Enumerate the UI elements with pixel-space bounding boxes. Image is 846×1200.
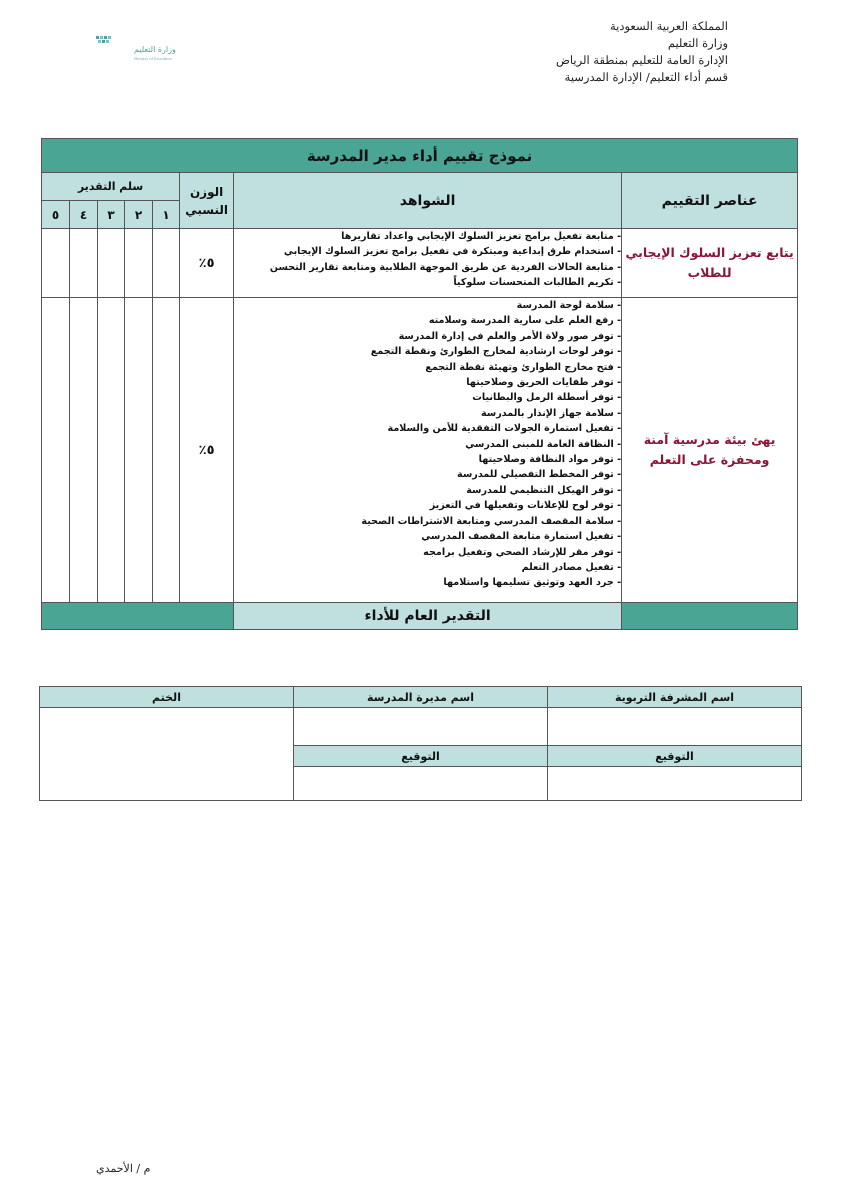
rating-cell-2[interactable]	[125, 298, 153, 603]
evidence-item: - تفعيل مصادر التعلم	[521, 561, 622, 573]
evidence-item: - سلامة لوحة المدرسة	[516, 300, 622, 311]
table-row	[42, 229, 798, 298]
scale-1: ١	[153, 201, 180, 229]
rating-cell-4[interactable]	[70, 298, 98, 603]
rating-cell-4[interactable]	[70, 229, 98, 298]
weight-value: ٥٪	[180, 298, 234, 603]
principal-signature-label: التوقيع	[294, 746, 548, 767]
overall-result-cell[interactable]	[42, 603, 234, 630]
overall-label: التقدير العام للأداء	[234, 603, 622, 630]
rating-cell-1[interactable]	[153, 229, 180, 298]
evidence-item: - تفعيل استمارة متابعة المقصف المدرسي	[421, 531, 622, 543]
logo-text: وزارة التعليم	[134, 45, 176, 54]
evidence-item: - توفر الهيكل التنظيمي للمدرسة	[466, 484, 622, 496]
evidence-item: - تكريم الطالبات المتحسنات سلوكياً	[453, 277, 622, 289]
evidence-list	[234, 229, 621, 291]
signature-table	[39, 686, 802, 801]
evidence-item: - متابعة تفعيل برامج تعزيز السلوك الإيجابي واعداد تقاريرها	[341, 231, 622, 242]
element-positive-behavior: يتابع تعزيز السلوك الإيجابي للطلاب	[622, 229, 798, 298]
rating-cell-5[interactable]	[42, 298, 70, 603]
evidence-item: - استخدام طرق إبداعية ومبتكرة في تفعيل برامج تعزيز السلوك الإيجابي	[283, 246, 622, 258]
scale-2: ٢	[125, 201, 153, 229]
evidence-item: - متابعة الحالات الفردية عن طريق الموجهة الطلابية ومتابعة تقارير التحسن	[269, 261, 622, 273]
principal-name-field[interactable]	[294, 708, 548, 746]
supervisor-signature-label: التوقيع	[548, 746, 802, 767]
evidence-list	[234, 298, 621, 591]
rating-cell-3[interactable]	[98, 298, 125, 603]
overall-blank	[622, 603, 798, 630]
evidence-item: - رفع العلم على سارية المدرسة وسلامته	[428, 315, 622, 327]
evidence-cell	[234, 229, 622, 298]
rating-cell-3[interactable]	[98, 229, 125, 298]
scale-4: ٤	[70, 201, 98, 229]
weight-value: ٥٪	[180, 229, 234, 298]
header-line-directorate: الإدارة العامة للتعليم بمنطقة الرياض	[556, 53, 728, 67]
stamp-label: الختم	[40, 687, 294, 708]
header-elements: عناصر التقييم	[622, 173, 798, 229]
evidence-item: - سلامة المقصف المدرسي ومتابعة الاشتراطات الصحية	[361, 515, 622, 527]
evidence-item: - تفعيل استمارة الجولات التفقدية للأمن والسلامة	[387, 423, 622, 435]
evaluation-table	[41, 138, 798, 630]
rating-cell-1[interactable]	[153, 298, 180, 603]
evidence-item: - النظافة العامة للمبنى المدرسي	[465, 438, 622, 450]
overall-row	[42, 603, 798, 630]
header-scale: سلم التقدير	[42, 173, 180, 201]
evidence-item: - جرد العهد وتوثيق تسليمها واستلامها	[443, 577, 622, 589]
header-line-department: قسم أداء التعليم/ الإدارة المدرسية	[564, 70, 728, 84]
logo-subtext: Ministry of Education	[134, 57, 172, 61]
header-line-ministry: وزارة التعليم	[667, 36, 728, 50]
letterhead	[468, 18, 728, 86]
evidence-item: - سلامة جهاز الإنذار بالمدرسة	[480, 407, 622, 419]
supervisor-name-field[interactable]	[548, 708, 802, 746]
evidence-item: - توفر مواد النظافة وصلاحيتها	[478, 454, 622, 466]
principal-name-label: اسم مديرة المدرسة	[294, 687, 548, 708]
principal-signature-field[interactable]	[294, 767, 548, 801]
supervisor-signature-field[interactable]	[548, 767, 802, 801]
evidence-item: - توفر مقر للإرشاد الصحي وتفعيل برامجه	[423, 546, 622, 558]
author-note: م / الأحمدي	[96, 1162, 151, 1175]
header-weight: الوزن النسبي	[180, 173, 234, 229]
form-title: نموذج تقييم أداء مدير المدرسة	[42, 139, 798, 173]
rating-cell-2[interactable]	[125, 229, 153, 298]
header-evidence: الشواهد	[234, 173, 622, 229]
evidence-item: - توفر صور ولاة الأمر والعلم في إدارة المدرسة	[398, 330, 622, 342]
evidence-item: - توفر طفايات الحريق وصلاحيتها	[466, 377, 622, 389]
evidence-item: - توفر المخطط التفصيلي للمدرسة	[457, 469, 622, 481]
element-safe-environment: يهئ بيئة مدرسية آمنة ومحفزة على التعلم	[622, 298, 798, 603]
supervisor-name-label: اسم المشرفة التربوية	[548, 687, 802, 708]
evidence-item: - توفر أسطلة الرمل والبطانيات	[472, 392, 622, 404]
rating-cell-5[interactable]	[42, 229, 70, 298]
header-line-kingdom: المملكة العربية السعودية	[610, 19, 728, 33]
evidence-item: - توفر لوحات ارشادية لمخارج الطوارئ ونقطة التجمع	[370, 346, 622, 358]
evidence-item: - فتح مخارج الطوارئ وتهيئة نقطة التجمع	[425, 361, 622, 373]
table-row	[42, 298, 798, 603]
evidence-item: - توفر لوح للإعلانات وتفعيلها في التعزيز	[429, 500, 622, 512]
scale-5: ٥	[42, 201, 70, 229]
scale-3: ٣	[98, 201, 125, 229]
stamp-field[interactable]	[40, 708, 294, 801]
ministry-logo	[36, 32, 176, 68]
evidence-cell	[234, 298, 622, 603]
